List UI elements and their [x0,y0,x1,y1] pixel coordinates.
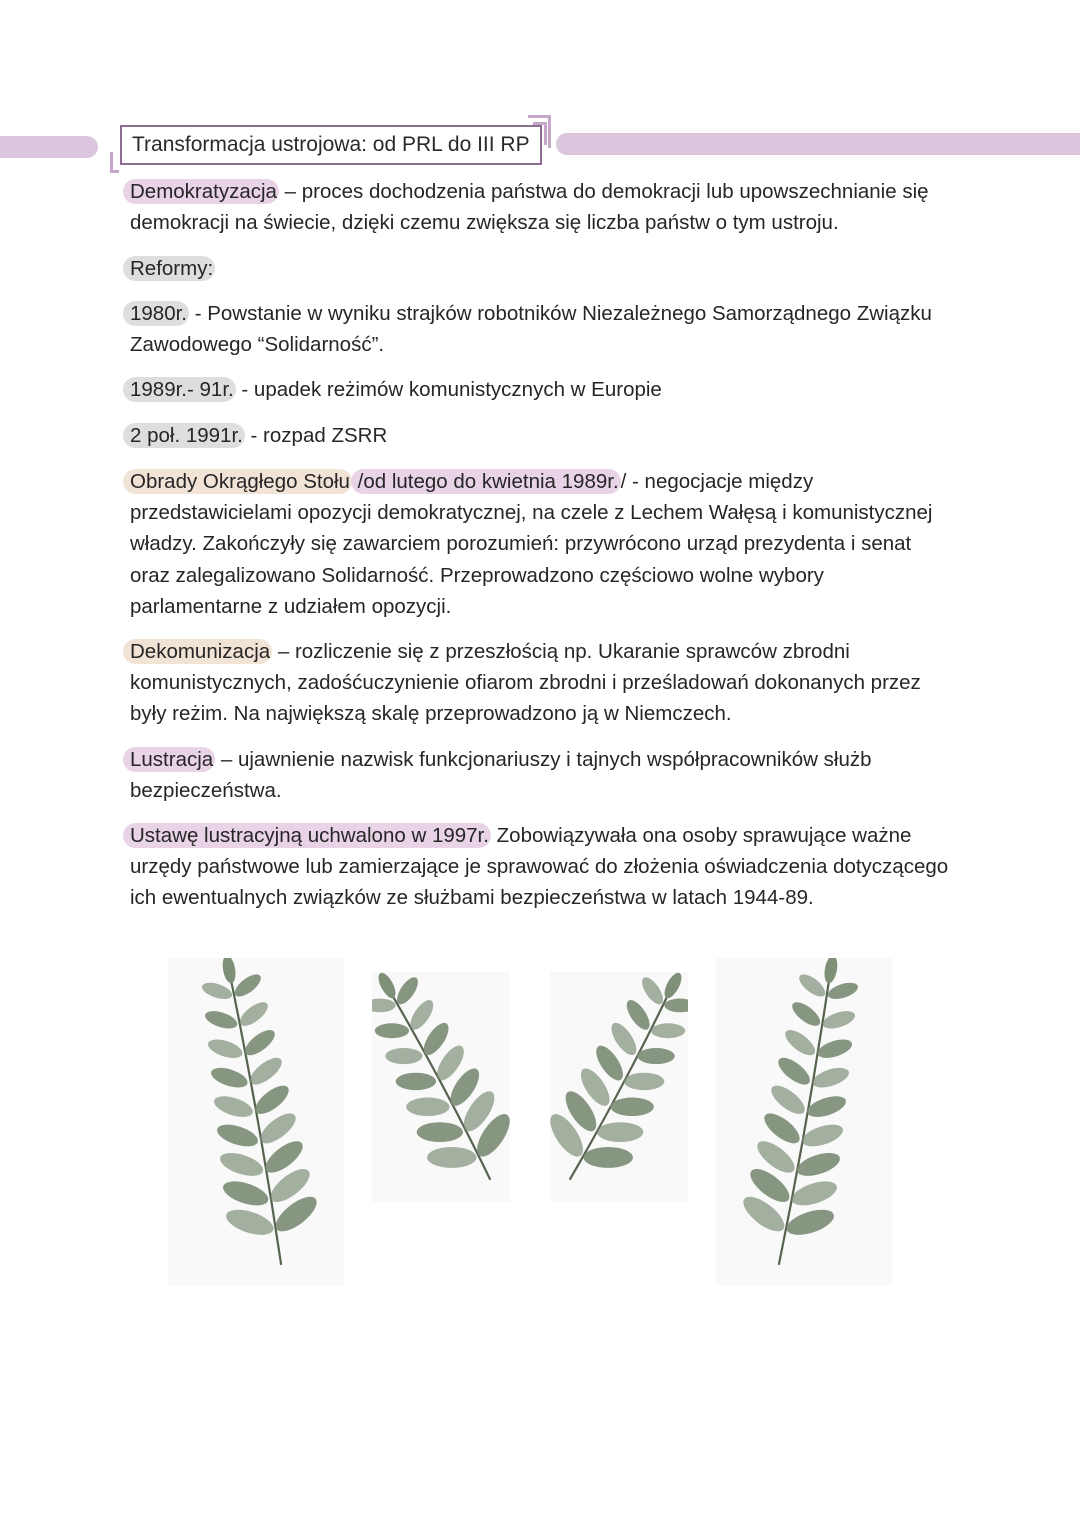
lustracja-text: – ujawnienie nazwisk funkcjonariuszy i tajnych współpracowników służb bezpieczeństwa. [130,748,872,803]
event-text: - upadek reżimów komunistycznych w Europie [235,378,662,401]
corner-bracket-left [110,152,119,173]
term-okragly-stol: Obrady Okrągłego Stołu [123,469,352,494]
event-1989 [130,374,950,405]
definition-okragly-stol [130,466,950,622]
term-ustawa: Ustawę lustracyjną uchwalono w 1997r. [123,823,491,848]
definition-ustawa-lustracyjna [130,820,950,914]
definition-dekomunizacja [130,636,950,730]
term-lustracja: Lustracja [123,747,215,772]
title-band-right [556,133,1080,155]
olive-branch-icon [716,958,892,1286]
term-demokratyzacja: Demokratyzacja [123,179,279,204]
definition-lustracja [130,744,950,806]
event-date: 1980r. [123,301,189,326]
event-text: - Powstanie w wyniku strajków robotników Niezależnego Samorządnego Związku Zawodowego “Solidarność”. [130,302,932,357]
okragly-stol-date: /od lutego do kwietnia 1989r. [351,469,621,494]
olive-branch-icon [550,972,688,1202]
event-1980 [130,298,950,360]
event-text: - rozpad ZSRR [244,424,388,447]
event-date: 2 poł. 1991r. [123,423,245,448]
title-band-left [0,136,98,158]
heading-reformy: Reformy: [123,256,215,281]
event-1991 [130,420,950,451]
olive-branch-icon [168,958,344,1286]
definition-demokratyzacja [130,176,950,238]
dekomunizacja-text: – rozliczenie się z przeszłością np. Ukaranie sprawców zbrodni komunistycznych, zadośćuczynienie ofiarom zbrodni i prześladowań dokonanych przez były reżim. Na największą skalę przeprowadzono ją w Niemczech. [130,640,921,726]
term-dekomunizacja: Dekomunizacja [123,639,272,664]
ustawa-text: Zobowiązywała ona osoby sprawujące ważne urzędy państwowe lub zamierzające je sprawować do złożenia oświadczenia dotyczącego ich ewentualnych związków ze służbami bezpieczeństwa w latach 1944-89. [130,824,949,910]
olive-branch-icon [372,972,510,1202]
definition-text: – proces dochodzenia państwa do demokracji lub upowszechnianie się demokracji na świecie, dzięki czemu zwiększa się liczba państw o tym ustroju. [130,180,929,235]
section-heading-reformy [130,253,950,284]
event-date: 1989r.- 91r. [123,377,236,402]
page-title: Transformacja ustrojowa: od PRL do III RP [120,125,542,165]
okragly-stol-text: / - negocjacje między przedstawicielami opozycji demokratycznej, na czele z Lechem Wałęsą i komunistycznej władzy. Zakończyły się zawarciem porozumień: przywrócono urząd prezydenta i senat oraz zalegalizowano Solidarność. Przeprowadzono częściowo wolne wybory parlamentarne z udziałem opozycji. [130,470,933,618]
